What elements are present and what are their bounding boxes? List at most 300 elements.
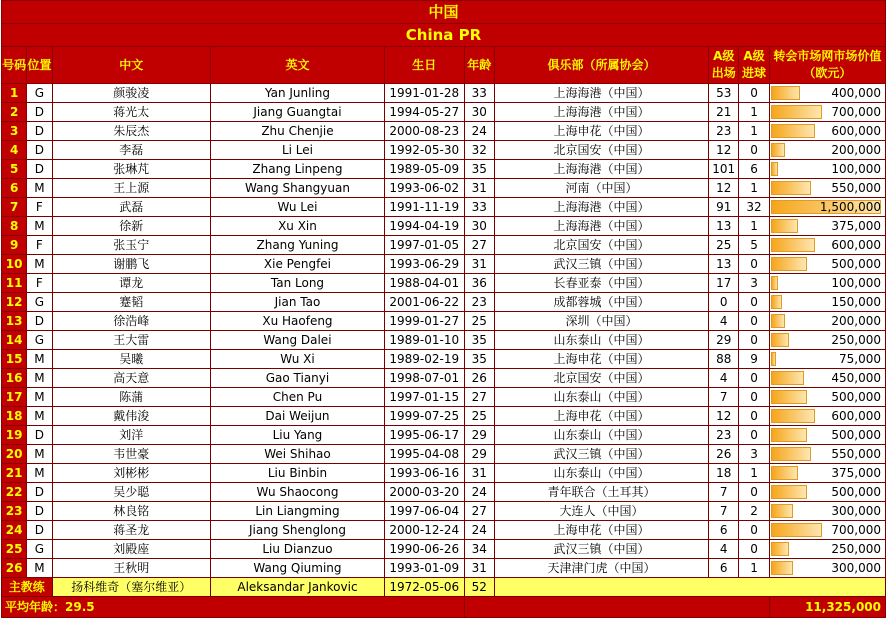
player-name-en: Liu Binbin [211,464,385,483]
player-position: D [27,483,52,502]
value-bar [771,428,808,442]
player-value [769,388,885,407]
player-number: 11 [2,274,27,293]
player-club: 山东泰山（中国） [494,464,708,483]
table-row [2,559,886,578]
value-bar [771,143,786,157]
player-age: 30 [464,217,494,236]
player-number: 3 [2,122,27,141]
player-apps: 12 [709,407,739,426]
player-dob: 1989-05-09 [384,160,464,179]
player-number: 9 [2,236,27,255]
value-bar [771,124,815,138]
player-name-cn: 蒋圣龙 [52,521,211,540]
player-dob: 1995-04-08 [384,445,464,464]
player-name-cn: 朱辰杰 [52,122,211,141]
player-position: M [27,255,52,274]
value-bar [771,314,786,328]
value-bar [771,238,815,252]
player-position: M [27,445,52,464]
player-apps: 26 [709,445,739,464]
player-goals: 0 [739,331,769,350]
player-club: 上海海港（中国） [494,84,708,103]
header-num: 号码 [2,47,27,84]
player-apps: 0 [709,293,739,312]
player-goals: 0 [739,84,769,103]
player-value-text: 550,000 [831,181,881,195]
player-club: 山东泰山（中国） [494,388,708,407]
coach-dob: 1972-05-06 [384,578,464,597]
player-apps: 88 [709,350,739,369]
player-value-text: 375,000 [831,466,881,480]
player-goals: 2 [739,502,769,521]
player-dob: 1991-11-19 [384,198,464,217]
player-dob: 1989-02-19 [384,350,464,369]
table-row [2,369,886,388]
player-value-text: 300,000 [831,561,881,575]
player-age: 29 [464,426,494,445]
table-row [2,331,886,350]
coach-row [2,578,886,597]
table-row [2,445,886,464]
coach-label: 主教练 [2,578,53,597]
player-rows [2,84,886,578]
player-age: 23 [464,293,494,312]
player-value [769,502,885,521]
player-apps: 13 [709,217,739,236]
player-name-cn: 林良铭 [52,502,211,521]
value-bar [771,276,778,290]
player-number: 20 [2,445,27,464]
player-apps: 25 [709,236,739,255]
player-position: M [27,559,52,578]
player-value [769,559,885,578]
player-apps: 4 [709,369,739,388]
player-dob: 2000-08-23 [384,122,464,141]
value-bar [771,542,789,556]
player-dob: 1993-01-09 [384,559,464,578]
player-number: 13 [2,312,27,331]
footer-spacer [464,597,769,618]
value-bar [771,295,782,309]
player-age: 27 [464,502,494,521]
value-bar [771,333,789,347]
player-age: 25 [464,407,494,426]
player-position: M [27,407,52,426]
header-club: 俱乐部（所属协会） [494,47,708,84]
player-club: 北京国安（中国） [494,369,708,388]
player-value [769,407,885,426]
player-club: 山东泰山（中国） [494,331,708,350]
player-position: G [27,293,52,312]
player-age: 33 [464,84,494,103]
player-name-en: Xu Xin [211,217,385,236]
player-age: 34 [464,540,494,559]
value-bar [771,561,793,575]
value-bar [771,447,811,461]
player-name-en: Li Lei [211,141,385,160]
player-goals: 6 [739,160,769,179]
player-position: F [27,274,52,293]
player-position: G [27,331,52,350]
header-en: 英文 [211,47,385,84]
player-age: 35 [464,331,494,350]
player-club: 青年联合（土耳其） [494,483,708,502]
player-value [769,103,885,122]
average-age: 平均年龄：29.5 [2,597,465,618]
value-bar [771,257,808,271]
player-value [769,160,885,179]
player-apps: 53 [709,84,739,103]
player-age: 36 [464,274,494,293]
player-number: 2 [2,103,27,122]
table-subtitle: China PR [2,24,886,47]
header-pos: 位置 [27,47,52,84]
coach-age: 52 [464,578,494,597]
player-number: 10 [2,255,27,274]
player-dob: 1990-06-26 [384,540,464,559]
player-name-en: Jiang Shenglong [211,521,385,540]
player-position: M [27,350,52,369]
table-row [2,540,886,559]
player-name-en: Tan Long [211,274,385,293]
player-age: 31 [464,255,494,274]
player-value-text: 250,000 [831,542,881,556]
player-number: 14 [2,331,27,350]
player-name-en: Wu Lei [211,198,385,217]
player-goals: 9 [739,350,769,369]
player-club: 武汉三镇（中国） [494,445,708,464]
player-apps: 4 [709,312,739,331]
player-value-text: 550,000 [831,447,881,461]
player-age: 24 [464,521,494,540]
player-dob: 1993-06-29 [384,255,464,274]
player-club: 上海海港（中国） [494,217,708,236]
player-dob: 1991-01-28 [384,84,464,103]
table-row [2,426,886,445]
player-goals: 1 [739,464,769,483]
player-position: D [27,426,52,445]
player-age: 31 [464,179,494,198]
player-value [769,198,885,217]
value-bar [771,162,778,176]
player-number: 16 [2,369,27,388]
player-dob: 1989-01-10 [384,331,464,350]
table-row [2,255,886,274]
player-age: 24 [464,483,494,502]
value-bar [771,485,808,499]
value-bar [771,86,800,100]
player-name-cn: 戴伟浚 [52,407,211,426]
value-bar [771,352,777,366]
player-dob: 1999-07-25 [384,407,464,426]
player-value [769,350,885,369]
table-row [2,521,886,540]
player-number: 23 [2,502,27,521]
player-club: 深圳（中国） [494,312,708,331]
player-age: 24 [464,122,494,141]
player-apps: 13 [709,255,739,274]
player-goals: 3 [739,274,769,293]
player-value [769,521,885,540]
header-apps: A级出场 [709,47,739,84]
player-value-text: 500,000 [831,390,881,404]
header-goals: A级进球 [739,47,769,84]
player-goals: 0 [739,483,769,502]
player-name-cn: 韦世豪 [52,445,211,464]
player-name-en: Gao Tianyi [211,369,385,388]
player-value-text: 400,000 [831,86,881,100]
player-goals: 0 [739,388,769,407]
player-number: 12 [2,293,27,312]
player-name-cn: 颜骏凌 [52,84,211,103]
player-value [769,445,885,464]
player-goals: 0 [739,426,769,445]
player-club: 北京国安（中国） [494,141,708,160]
player-value-text: 500,000 [831,485,881,499]
player-position: M [27,464,52,483]
player-club: 河南（中国） [494,179,708,198]
player-age: 27 [464,236,494,255]
player-club: 上海申花（中国） [494,350,708,369]
player-age: 27 [464,388,494,407]
player-name-cn: 吴曦 [52,350,211,369]
player-position: D [27,122,52,141]
player-name-en: Jiang Guangtai [211,103,385,122]
player-goals: 0 [739,255,769,274]
player-name-en: Zhu Chenjie [211,122,385,141]
player-number: 15 [2,350,27,369]
player-name-cn: 刘彬彬 [52,464,211,483]
player-goals: 1 [739,103,769,122]
player-apps: 4 [709,540,739,559]
coach-en: Aleksandar Jankovic [211,578,385,597]
player-name-en: Jian Tao [211,293,385,312]
player-number: 6 [2,179,27,198]
player-goals: 1 [739,179,769,198]
player-dob: 1997-06-04 [384,502,464,521]
player-club: 上海海港（中国） [494,198,708,217]
player-position: F [27,198,52,217]
table-row [2,274,886,293]
player-club: 上海申花（中国） [494,407,708,426]
player-club: 上海申花（中国） [494,521,708,540]
player-value-text: 100,000 [831,276,881,290]
player-position: M [27,217,52,236]
player-goals: 1 [739,217,769,236]
player-goals: 1 [739,122,769,141]
player-dob: 1997-01-15 [384,388,464,407]
player-name-en: Wu Xi [211,350,385,369]
player-name-cn: 蒋光太 [52,103,211,122]
total-value: 11,325,000 [769,597,885,618]
player-value-text: 100,000 [831,162,881,176]
player-club: 天津津门虎（中国） [494,559,708,578]
table-row [2,407,886,426]
player-age: 33 [464,198,494,217]
player-name-cn: 王上源 [52,179,211,198]
player-apps: 6 [709,559,739,578]
player-club: 北京国安（中国） [494,236,708,255]
player-apps: 18 [709,464,739,483]
subtitle-row [2,24,886,47]
player-position: M [27,388,52,407]
player-club: 武汉三镇（中国） [494,540,708,559]
player-value-text: 700,000 [831,523,881,537]
player-name-cn: 徐新 [52,217,211,236]
table-row [2,198,886,217]
player-club: 武汉三镇（中国） [494,255,708,274]
table-row [2,103,886,122]
player-age: 29 [464,445,494,464]
player-dob: 2000-12-24 [384,521,464,540]
value-bar [771,390,808,404]
player-goals: 0 [739,540,769,559]
player-apps: 101 [709,160,739,179]
player-value [769,255,885,274]
player-value [769,312,885,331]
player-apps: 12 [709,179,739,198]
squad-table [1,0,886,618]
player-value [769,141,885,160]
player-position: G [27,84,52,103]
player-name-cn: 王大雷 [52,331,211,350]
player-age: 31 [464,559,494,578]
player-position: M [27,369,52,388]
player-value-text: 200,000 [831,314,881,328]
footer-row [2,597,886,618]
player-value-text: 450,000 [831,371,881,385]
player-club: 山东泰山（中国） [494,426,708,445]
table-row [2,312,886,331]
player-number: 4 [2,141,27,160]
player-name-en: Dai Weijun [211,407,385,426]
player-name-cn: 张玉宁 [52,236,211,255]
player-apps: 91 [709,198,739,217]
player-age: 31 [464,464,494,483]
header-age: 年龄 [464,47,494,84]
player-name-cn: 刘洋 [52,426,211,445]
table-title: 中国 [2,1,886,24]
value-bar [771,504,793,518]
player-value [769,426,885,445]
player-name-en: Xu Haofeng [211,312,385,331]
player-goals: 0 [739,521,769,540]
player-number: 22 [2,483,27,502]
table-row [2,217,886,236]
player-name-en: Zhang Yuning [211,236,385,255]
header-dob: 生日 [384,47,464,84]
player-club: 上海申花（中国） [494,122,708,141]
player-name-cn: 张琳芃 [52,160,211,179]
player-club: 上海海港（中国） [494,160,708,179]
player-age: 35 [464,350,494,369]
title-row [2,1,886,24]
player-dob: 1997-01-05 [384,236,464,255]
player-number: 26 [2,559,27,578]
player-value [769,236,885,255]
player-value [769,274,885,293]
table-row [2,502,886,521]
player-name-cn: 蹇韬 [52,293,211,312]
player-club: 上海海港（中国） [494,103,708,122]
table-row [2,122,886,141]
player-age: 25 [464,312,494,331]
player-goals: 3 [739,445,769,464]
player-position: D [27,103,52,122]
table-row [2,141,886,160]
player-age: 26 [464,369,494,388]
player-goals: 32 [739,198,769,217]
player-name-cn: 武磊 [52,198,211,217]
table-row [2,236,886,255]
table-row [2,293,886,312]
player-name-en: Zhang Linpeng [211,160,385,179]
player-value [769,84,885,103]
player-apps: 6 [709,521,739,540]
player-value [769,293,885,312]
coach-cn: 扬科维奇（塞尔维亚） [52,578,211,597]
player-value [769,540,885,559]
player-position: F [27,236,52,255]
player-position: M [27,179,52,198]
table-row [2,160,886,179]
player-apps: 7 [709,483,739,502]
player-number: 19 [2,426,27,445]
player-dob: 1995-06-17 [384,426,464,445]
player-name-cn: 谢鹏飞 [52,255,211,274]
player-position: D [27,521,52,540]
value-bar [771,181,811,195]
player-goals: 1 [739,559,769,578]
player-name-cn: 徐浩峰 [52,312,211,331]
player-club: 成都蓉城（中国） [494,293,708,312]
player-value-text: 600,000 [831,238,881,252]
player-goals: 0 [739,141,769,160]
player-goals: 5 [739,236,769,255]
player-name-en: Yan Junling [211,84,385,103]
player-value-text: 1,500,000 [819,200,881,214]
player-apps: 23 [709,122,739,141]
player-dob: 1992-05-30 [384,141,464,160]
header-cn: 中文 [52,47,211,84]
player-value-text: 700,000 [831,105,881,119]
player-value-text: 500,000 [831,428,881,442]
player-name-en: Lin Liangming [211,502,385,521]
player-dob: 1993-06-02 [384,179,464,198]
player-apps: 21 [709,103,739,122]
player-name-cn: 吴少聪 [52,483,211,502]
player-name-en: Liu Dianzuo [211,540,385,559]
player-apps: 23 [709,426,739,445]
player-apps: 12 [709,141,739,160]
player-name-en: Liu Yang [211,426,385,445]
player-value-text: 75,000 [839,352,881,366]
player-apps: 17 [709,274,739,293]
header-row [2,47,886,84]
table-row [2,388,886,407]
value-bar [771,466,799,480]
player-value-text: 200,000 [831,143,881,157]
player-value-text: 250,000 [831,333,881,347]
player-number: 1 [2,84,27,103]
player-value [769,217,885,236]
player-name-cn: 陈蒲 [52,388,211,407]
player-value-text: 300,000 [831,504,881,518]
player-position: D [27,141,52,160]
table-row [2,84,886,103]
player-dob: 1999-01-27 [384,312,464,331]
